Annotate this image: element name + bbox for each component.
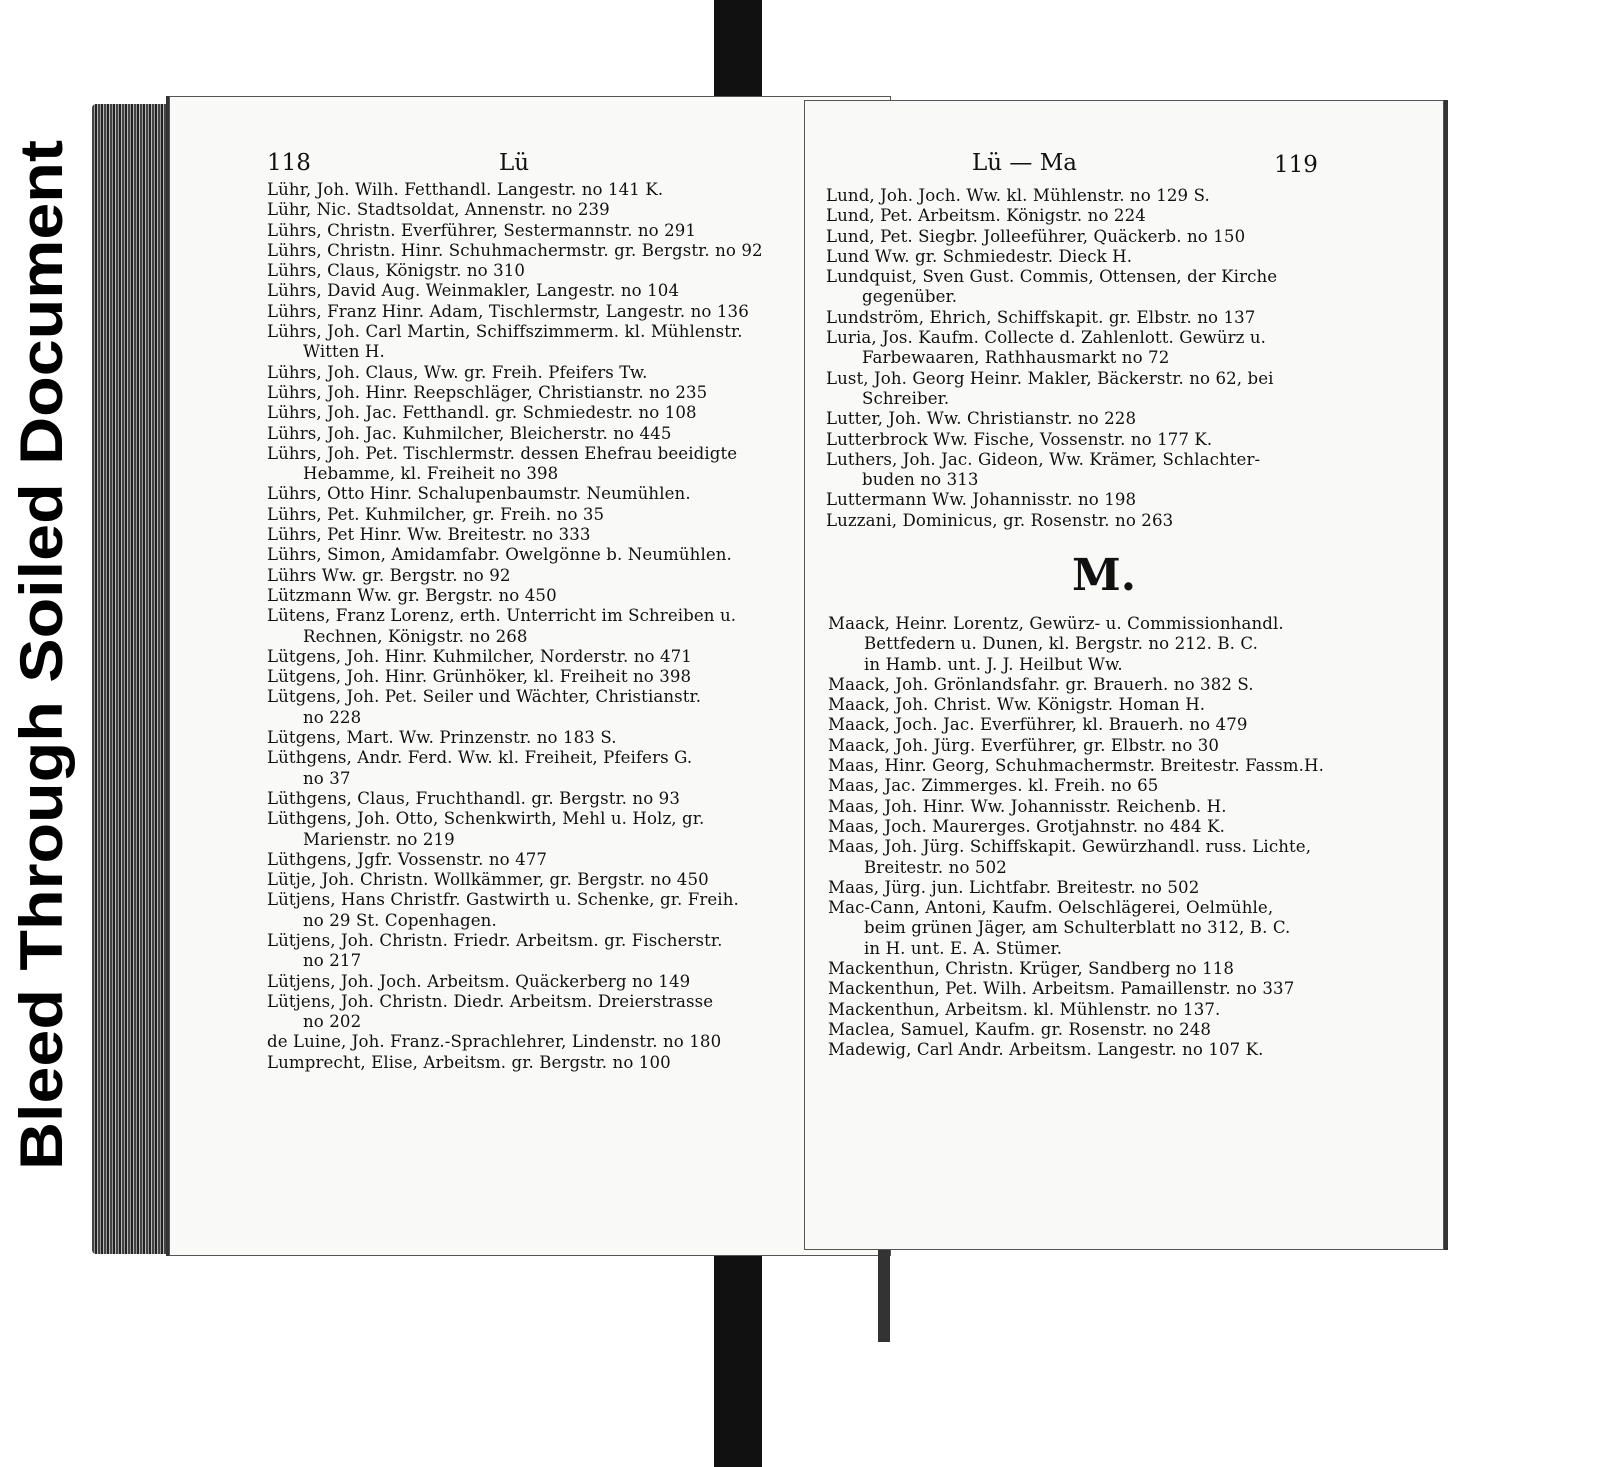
directory-entry: Maas, Hinr. Georg, Schuhmachermstr. Breitestr. Fassm.H. [828, 756, 1324, 776]
directory-entry: Lütgens, Joh. Hinr. Kuhmilcher, Norderstr. no 471 [267, 646, 692, 666]
directory-entry-continuation: beim grünen Jäger, am Schulterblatt no 312, B. C. [864, 918, 1291, 938]
directory-entry: Lührs, David Aug. Weinmakler, Langestr. no 104 [267, 281, 680, 301]
directory-entry-continuation: Bettfedern u. Dunen, kl. Bergstr. no 212. B. C. [864, 634, 1258, 654]
directory-entry: Lund, Pet. Arbeitsm. Königstr. no 224 [826, 206, 1146, 226]
directory-entry: Lührs, Franz Hinr. Adam, Tischlermstr, Langestr. no 136 [267, 301, 749, 321]
directory-entry-continuation: no 37 [303, 768, 351, 788]
directory-entry: Mackenthun, Pet. Wilh. Arbeitsm. Pamaillenstr. no 337 [828, 979, 1295, 999]
directory-entry: Mackenthun, Christn. Krüger, Sandberg no 118 [828, 959, 1235, 979]
directory-entry-continuation: no 217 [303, 951, 362, 971]
directory-entry: Maas, Jürg. jun. Lichtfabr. Breitestr. no 502 [828, 877, 1200, 897]
directory-entry: Lührs, Joh. Hinr. Reepschläger, Christianstr. no 235 [267, 382, 708, 402]
directory-entry: Lührs, Simon, Amidamfabr. Owelgönne b. Neumühlen. [267, 545, 732, 565]
left-page-number: 118 [267, 150, 311, 176]
directory-entry-continuation: no 228 [303, 707, 362, 727]
directory-entry: Lust, Joh. Georg Heinr. Makler, Bäckerstr. no 62, bei [826, 368, 1274, 388]
right-entry-list-ma [828, 614, 1324, 1061]
stamp-text: Bleed Through Soiled Document [8, 239, 75, 1170]
directory-entry: Lütjens, Hans Christfr. Gastwirth u. Schenke, gr. Freih. [267, 890, 739, 910]
directory-entry: Lührs, Joh. Jac. Fetthandl. gr. Schmiedestr. no 108 [267, 403, 697, 423]
directory-entry: Lührs, Pet Hinr. Ww. Breitestr. no 333 [267, 525, 591, 545]
directory-entry: Lundström, Ehrich, Schiffskapit. gr. Elbstr. no 137 [826, 307, 1256, 327]
directory-entry-continuation: Breitestr. no 502 [864, 857, 1007, 877]
directory-entry: Maack, Joh. Christ. Ww. Königstr. Homan H. [828, 695, 1206, 715]
directory-entry: Lütje, Joh. Christn. Wollkämmer, gr. Bergstr. no 450 [267, 870, 709, 890]
directory-entry-continuation: Witten H. [303, 342, 385, 362]
directory-entry: Maas, Joch. Maurerges. Grotjahnstr. no 484 K. [828, 816, 1225, 836]
right-page [804, 100, 1448, 1250]
directory-entry-continuation: no 29 St. Copenhagen. [303, 910, 497, 930]
directory-entry: Lütgens, Mart. Ww. Prinzenstr. no 183 S. [267, 728, 617, 748]
directory-entry: Lütjens, Joh. Joch. Arbeitsm. Quäckerberg no 149 [267, 971, 691, 991]
spine-shadow-bottom [714, 1252, 762, 1467]
directory-entry: Lund, Joh. Joch. Ww. kl. Mühlenstr. no 129 S. [826, 186, 1210, 205]
directory-entry: Lüthgens, Joh. Otto, Schenkwirth, Mehl u. Holz, gr. [267, 809, 705, 829]
right-running-head: Lü — Ma [972, 150, 1077, 176]
left-entry-list [267, 180, 763, 1073]
directory-entry: Luzzani, Dominicus, gr. Rosenstr. no 263 [826, 510, 1174, 530]
directory-entry-continuation: no 202 [303, 1012, 362, 1032]
right-entry-list-lu [826, 186, 1277, 531]
directory-entry: Maclea, Samuel, Kaufm. gr. Rosenstr. no 248 [828, 1019, 1212, 1039]
directory-entry: Lundquist, Sven Gust. Commis, Ottensen, der Kirche [826, 267, 1278, 287]
directory-entry: Lührs, Joh. Pet. Tischlermstr. dessen Ehefrau beeidigte [267, 443, 738, 463]
directory-entry-continuation: Rechnen, Königstr. no 268 [303, 626, 528, 646]
directory-entry: Lührs, Joh. Jac. Kuhmilcher, Bleicherstr. no 445 [267, 423, 672, 443]
directory-entry: Lutterbrock Ww. Fische, Vossenstr. no 177 K. [826, 429, 1213, 449]
directory-entry: Luria, Jos. Kaufm. Collecte d. Zahlenlott. Gewürz u. [826, 328, 1267, 348]
directory-entry: Lütens, Franz Lorenz, erth. Unterricht im Schreiben u. [267, 606, 737, 626]
directory-entry: Lumprecht, Elise, Arbeitsm. gr. Bergstr. no 100 [267, 1052, 671, 1072]
directory-entry: Mac-Cann, Antoni, Kaufm. Oelschlägerei, Oelmühle, [828, 898, 1274, 918]
directory-entry: Maack, Joh. Jürg. Everführer, gr. Elbstr. no 30 [828, 735, 1220, 755]
directory-entry: Lütgens, Joh. Hinr. Grünhöker, kl. Freiheit no 398 [267, 667, 692, 687]
section-letter-m: M. [1071, 550, 1137, 601]
directory-entry: Maas, Joh. Hinr. Ww. Johannisstr. Reichenb. H. [828, 796, 1227, 816]
directory-entry-continuation: Schreiber. [862, 388, 950, 408]
directory-entry: Maas, Jac. Zimmerges. kl. Freih. no 65 [828, 776, 1159, 796]
directory-entry-continuation: Hebamme, kl. Freiheit no 398 [303, 464, 559, 484]
directory-entry: Luthers, Joh. Jac. Gideon, Ww. Krämer, Schlachter- [826, 449, 1261, 469]
directory-entry: Lund, Pet. Siegbr. Jolleeführer, Quäckerb. no 150 [826, 226, 1246, 246]
left-running-head: Lü [499, 150, 530, 176]
directory-entry: Lührs, Christn. Everführer, Sestermannstr. no 291 [267, 220, 697, 240]
directory-entry: Maack, Joch. Jac. Everführer, kl. Brauerh. no 479 [828, 715, 1248, 735]
directory-entry: Maas, Joh. Jürg. Schiffskapit. Gewürzhandl. russ. Lichte, [828, 837, 1312, 857]
directory-entry: Lutter, Joh. Ww. Christianstr. no 228 [826, 409, 1137, 429]
directory-entry: Mackenthun, Arbeitsm. kl. Mühlenstr. no 137. [828, 999, 1221, 1019]
directory-entry: Lühr, Nic. Stadtsoldat, Annenstr. no 239 [267, 200, 610, 220]
directory-entry-continuation: Farbewaaren, Rathhausmarkt no 72 [862, 348, 1170, 368]
directory-entry: Lüthgens, Claus, Fruchthandl. gr. Bergstr. no 93 [267, 788, 680, 808]
directory-entry: Lührs, Otto Hinr. Schalupenbaumstr. Neumühlen. [267, 484, 691, 504]
directory-entry: Lührs Ww. gr. Bergstr. no 92 [267, 565, 511, 585]
directory-entry: de Luine, Joh. Franz.-Sprachlehrer, Lindenstr. no 180 [267, 1032, 722, 1052]
right-page-number: 119 [1274, 152, 1318, 178]
directory-entry-continuation: in H. unt. E. A. Stümer. [864, 938, 1063, 958]
left-page [166, 96, 891, 1256]
directory-entry: Madewig, Carl Andr. Arbeitsm. Langestr. no 107 K. [828, 1040, 1264, 1060]
bleed-through-stamp [0, 130, 78, 1180]
directory-entry: Lührs, Pet. Kuhmilcher, gr. Freih. no 35 [267, 504, 605, 524]
directory-entry: Lütjens, Joh. Christn. Diedr. Arbeitsm. Dreierstrasse [267, 991, 714, 1011]
directory-entry: Maack, Joh. Grönlandsfahr. gr. Brauerh. no 382 S. [828, 674, 1254, 694]
directory-entry: Maack, Heinr. Lorentz, Gewürz- u. Commissionhandl. [828, 614, 1284, 633]
directory-entry: Lüthgens, Andr. Ferd. Ww. kl. Freiheit, Pfeifers G. [267, 748, 693, 768]
directory-entry: Lührs, Christn. Hinr. Schuhmachermstr. gr. Bergstr. no 92 [267, 240, 763, 260]
open-book [92, 92, 1442, 1262]
directory-entry-continuation: gegenüber. [862, 287, 958, 307]
directory-entry-continuation: in Hamb. unt. J. J. Heilbut Ww. [864, 654, 1123, 674]
directory-entry: Lützmann Ww. gr. Bergstr. no 450 [267, 585, 557, 605]
directory-entry: Lührs, Joh. Carl Martin, Schiffszimmerm. kl. Mühlenstr. [267, 322, 743, 342]
directory-entry-continuation: buden no 313 [862, 470, 979, 490]
directory-entry: Lüthgens, Jgfr. Vossenstr. no 477 [267, 849, 548, 869]
directory-entry: Lütjens, Joh. Christn. Friedr. Arbeitsm. gr. Fischerstr. [267, 930, 723, 950]
directory-entry: Lütgens, Joh. Pet. Seiler und Wächter, Christianstr. [267, 687, 702, 707]
directory-entry: Lühr, Joh. Wilh. Fetthandl. Langestr. no 141 K. [267, 180, 664, 199]
directory-entry: Lund Ww. gr. Schmiedestr. Dieck H. [826, 246, 1133, 266]
directory-entry: Lührs, Joh. Claus, Ww. gr. Freih. Pfeifers Tw. [267, 362, 648, 382]
directory-entry-continuation: Marienstr. no 219 [303, 829, 455, 849]
directory-entry: Lührs, Claus, Königstr. no 310 [267, 261, 526, 281]
directory-entry: Luttermann Ww. Johannisstr. no 198 [826, 490, 1137, 510]
